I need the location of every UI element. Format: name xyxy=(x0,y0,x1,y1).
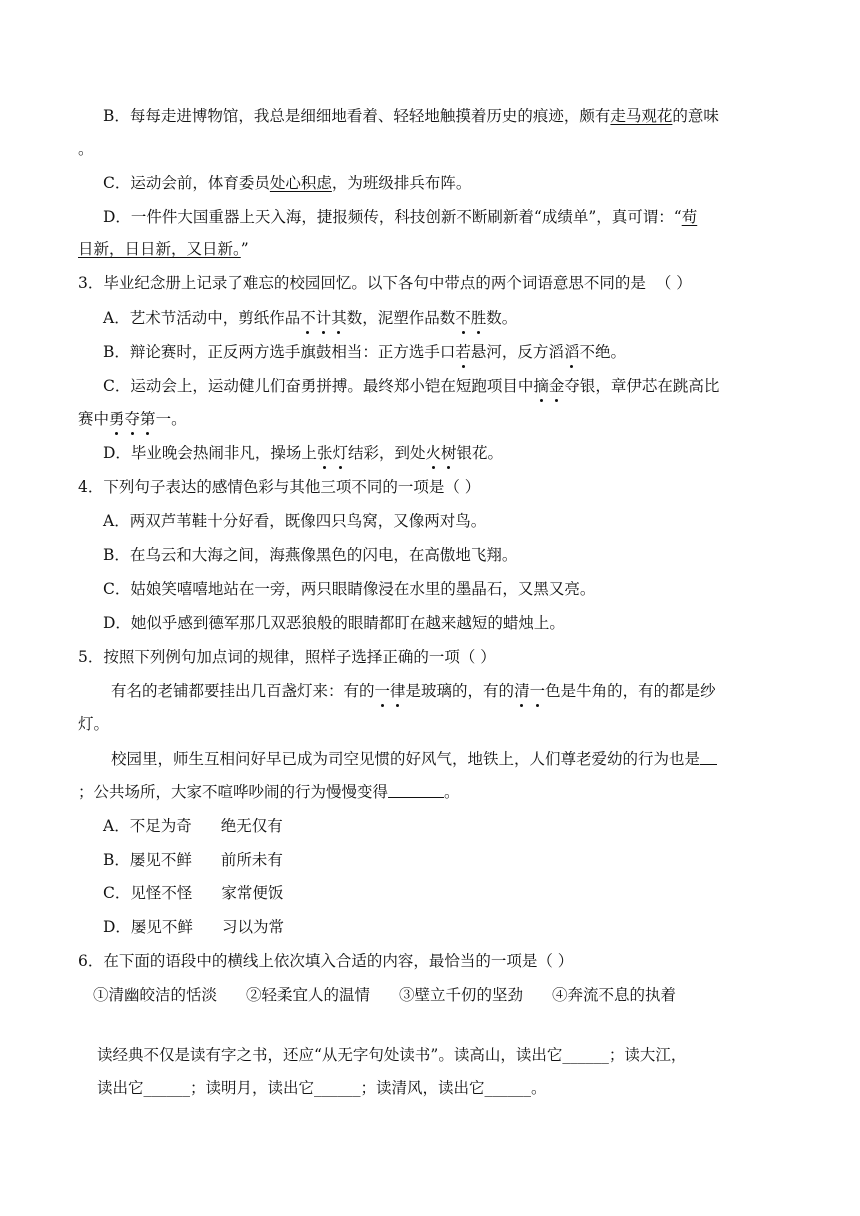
underlined-quote: 日新，日日新，又日新。 xyxy=(78,240,241,258)
dotted-char: 一 xyxy=(529,682,546,700)
q6-passage: 读经典不仅是读有字之书，还应“从无字句处读书”。读高山，读出它______；读大江， xyxy=(97,1046,687,1064)
q6-passage-cont: 读出它______；读明月，读出它______；读清风，读出它______。 xyxy=(97,1079,547,1097)
q4-option-a: A．两双芦苇鞋十分好看，既像四只鸟窝，又像两对鸟。 xyxy=(103,512,487,530)
q3-option-a: A．艺术节活动中，剪纸作品不计其数，泥塑作品数不胜数。 xyxy=(103,309,518,327)
dotted-char: 树 xyxy=(441,444,457,462)
underlined-quote: 苟 xyxy=(681,208,698,226)
q2-option-d: D．一件件大国重器上天入海，捷报频传，科技创新不断刷新着“成绩单”，真可谓：“苟 xyxy=(103,208,698,226)
dotted-char: 不 xyxy=(455,309,471,327)
dotted-char: 灯 xyxy=(332,444,348,462)
fill-blank xyxy=(700,750,717,765)
dotted-char: 火 xyxy=(425,444,441,462)
q5-example-cont: 灯。 xyxy=(78,715,110,733)
q3-stem: 3．毕业纪念册上记录了难忘的校园回忆。以下各句中带点的两个词语意思不同的是 （ ） xyxy=(78,274,692,292)
dotted-char: 计 xyxy=(315,309,332,327)
q3-option-c: C．运动会上，运动健儿们奋勇拼搏。最终郑小铠在短跑项目中摘金夺银，章伊芯在跳高比 xyxy=(103,377,720,395)
dotted-char: 胜 xyxy=(470,309,487,327)
q5-option-c: C．见怪不怪 家常便饭 xyxy=(103,884,284,902)
q5-passage: 校园里，师生互相问好早已成为司空见惯的好风气，地铁上，人们尊老爱幼的行为也是 xyxy=(111,748,717,770)
q5-example: 有名的老铺都要挂出几百盏灯来：有的一律是玻璃的，有的清一色是牛角的，有的都是纱 xyxy=(111,682,716,700)
dotted-char: 张 xyxy=(316,444,333,462)
dotted-char: 摘 xyxy=(533,377,549,395)
dotted-char: 不 xyxy=(300,309,316,327)
dotted-char: 滔 xyxy=(563,343,580,361)
dotted-char: 其 xyxy=(331,309,347,327)
fill-blank xyxy=(388,783,444,798)
answer-paren: （ ） xyxy=(655,274,692,292)
q2-option-b: B．每每走进博物馆，我总是细细地看着、轻轻地触摸着历史的痕迹，颇有走马观花的意味 xyxy=(103,107,719,125)
q5-option-d: D．屡见不鲜 习以为常 xyxy=(103,918,284,936)
q6-stem: 6．在下面的语段中的横线上依次填入合适的内容，最恰当的一项是（ ） xyxy=(78,952,574,970)
dotted-char: 勇 xyxy=(109,410,125,428)
q4-option-c: C．姑娘笑嘻嘻地站在一旁，两只眼睛像浸在水里的墨晶石，又黑又亮。 xyxy=(103,580,596,598)
q5-option-b: B．屡见不鲜 前所未有 xyxy=(103,851,283,869)
underlined-idiom: 走马观花 xyxy=(610,107,673,125)
q6-items: ①清幽皎洁的恬淡 ②轻柔宜人的温情 ③壁立千仞的坚劲 ④奔流不息的执着 xyxy=(93,986,677,1004)
dotted-char: 清 xyxy=(514,682,530,700)
q5-option-a: A．不足为奇 绝无仅有 xyxy=(103,817,283,835)
dotted-char: 律 xyxy=(390,682,406,700)
q3-option-d: D．毕业晚会热闹非凡，操场上张灯结彩，到处火树银花。 xyxy=(103,444,504,462)
q4-option-d: D．她似乎感到德军那几双恶狼般的眼睛都盯在越来越短的蜡烛上。 xyxy=(103,614,565,632)
q2-option-c: C．运动会前，体育委员处心积虑，为班级排兵布阵。 xyxy=(103,174,472,192)
q5-stem: 5．按照下列例句加点词的规律，照样子选择正确的一项（ ） xyxy=(78,648,496,666)
q4-option-b: B．在乌云和大海之间，海燕像黑色的闪电，在高傲地飞翔。 xyxy=(103,546,518,564)
q2-option-d-cont: 日新，日日新，又日新。” xyxy=(78,240,249,258)
dotted-char: 金 xyxy=(548,377,565,395)
q3-option-b: B．辩论赛时，正反两方选手旗鼓相当：正方选手口若悬河，反方滔滔不绝。 xyxy=(103,343,626,361)
dotted-char: 夺 xyxy=(124,410,141,428)
dotted-char: 若 xyxy=(455,343,471,361)
underlined-idiom: 处心积虑 xyxy=(269,174,332,192)
q2-option-b-cont: 。 xyxy=(78,140,94,158)
q5-passage-cont: ；公共场所，大家不喧哗吵闹的行为慢慢变得 。 xyxy=(78,783,460,801)
dotted-char: 第 xyxy=(140,410,156,428)
q4-stem: 4．下列句子表达的感情色彩与其他三项不同的一项是（ ） xyxy=(78,478,481,496)
q3-option-c-cont: 赛中勇夺第一。 xyxy=(78,410,187,428)
dotted-char: 一 xyxy=(374,682,391,700)
